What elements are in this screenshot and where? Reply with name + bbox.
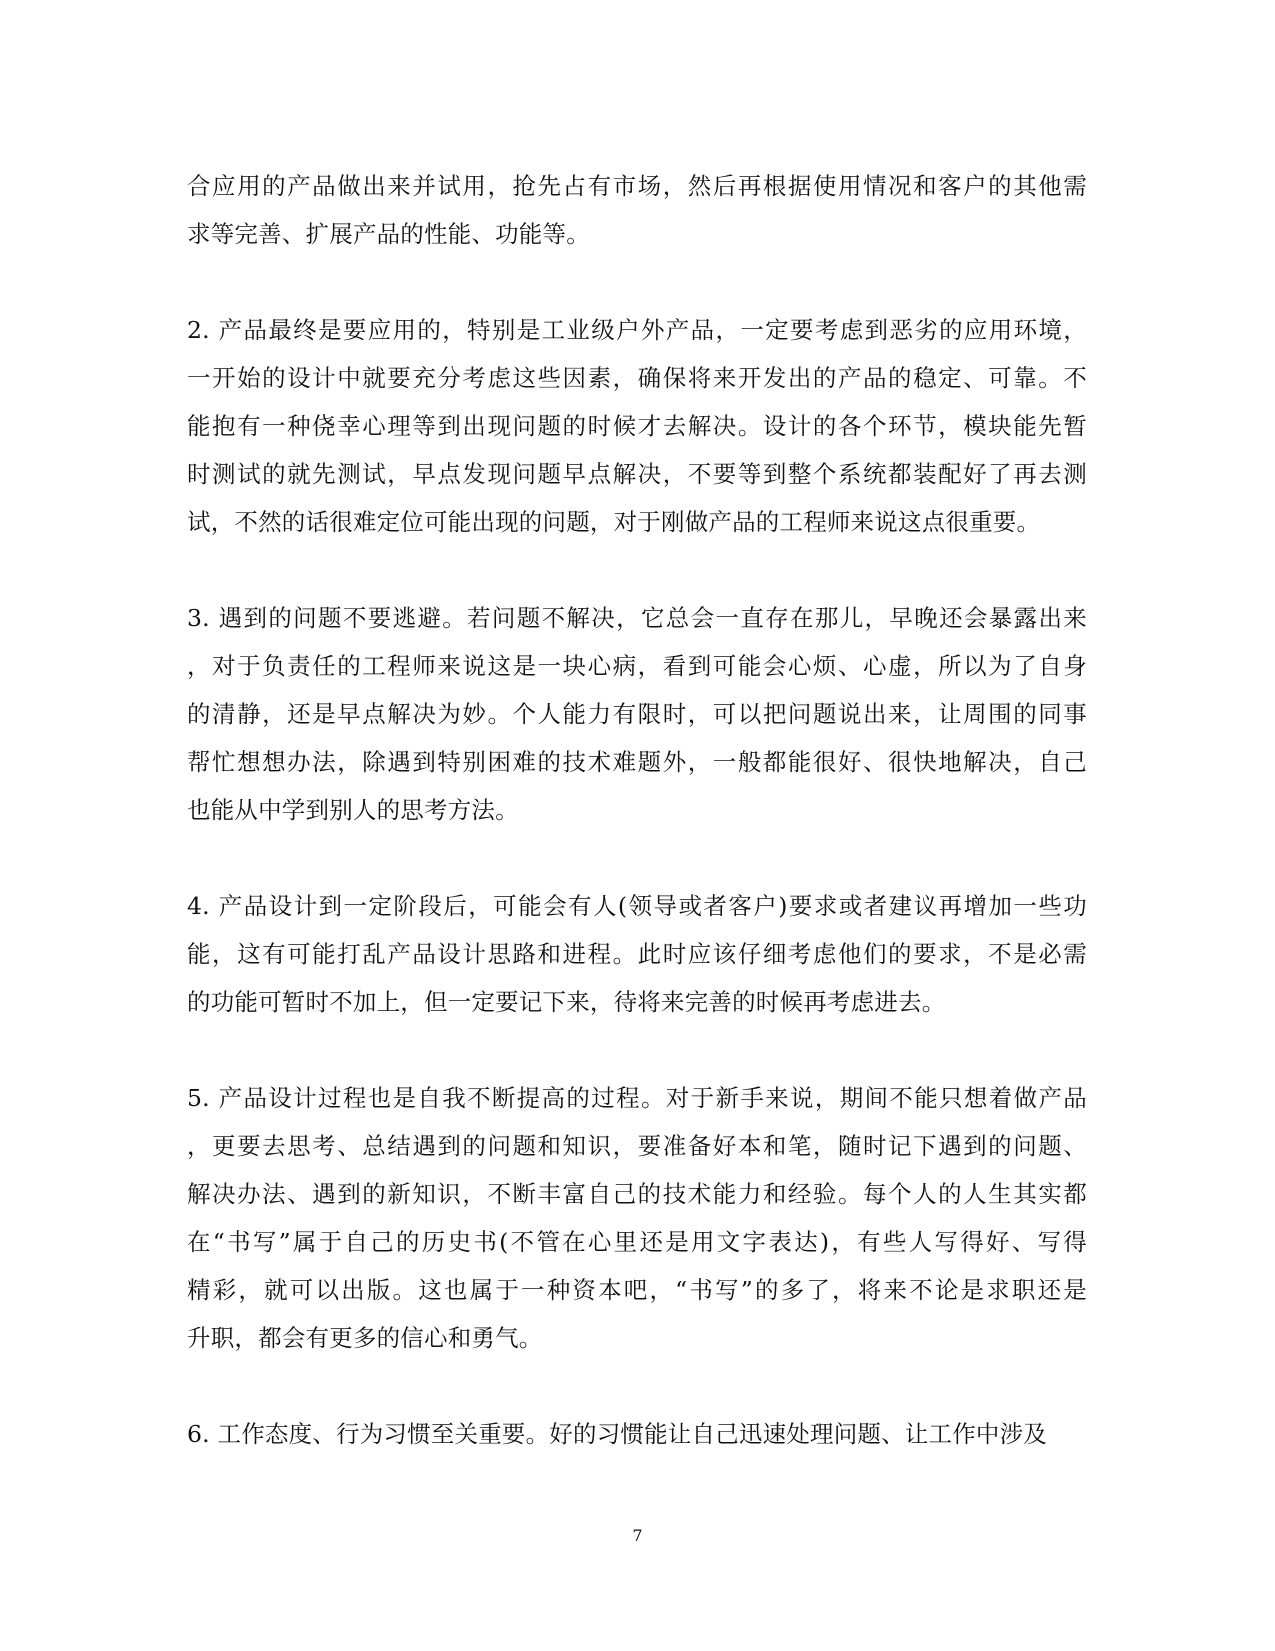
text-line: 一开始的设计中就要充分考虑这些因素，确保将来开发出的产品的稳定、可靠。不 (187, 364, 1087, 392)
text-line: 试，不然的话很难定位可能出现的问题，对于刚做产品的工程师来说这点很重要。 (187, 508, 1041, 536)
text-line: 精彩，就可以出版。这也属于一种资本吧，“书写”的多了，将来不论是求职还是 (187, 1276, 1087, 1304)
text-line: 能抱有一种侥幸心理等到出现问题的时候才去解决。设计的各个环节，模块能先暂 (187, 412, 1087, 440)
paragraph (187, 882, 1087, 1026)
text-line: 解决办法、遇到的新知识，不断丰富自己的技术能力和经验。每个人的人生其实都 (187, 1180, 1087, 1208)
text-line: 的清静，还是早点解决为妙。个人能力有限时，可以把问题说出来，让周围的同事 (187, 700, 1087, 728)
paragraph (187, 162, 1087, 258)
text-line: 2. 产品最终是要应用的，特别是工业级户外产品，一定要考虑到恶劣的应用环境， (187, 316, 1087, 344)
text-line: ，更要去思考、总结遇到的问题和知识，要准备好本和笔，随时记下遇到的问题、 (187, 1132, 1087, 1160)
page-number: 7 (632, 1526, 643, 1545)
paragraph (187, 306, 1087, 546)
text-line: 6. 工作态度、行为习惯至关重要。好的习惯能让自己迅速处理问题、让工作中涉及 (187, 1420, 1047, 1448)
text-line: 3. 遇到的问题不要逃避。若问题不解决，它总会一直存在那儿，早晚还会暴露出来 (187, 604, 1087, 632)
text-line: 在“书写”属于自己的历史书(不管在心里还是用文字表达)，有些人写得好、写得 (187, 1228, 1087, 1256)
text-line: 合应用的产品做出来并试用，抢先占有市场，然后再根据使用情况和客户的其他需 (187, 172, 1087, 200)
text-line: 5. 产品设计过程也是自我不断提高的过程。对于新手来说，期间不能只想着做产品 (187, 1084, 1087, 1112)
text-line: 求等完善、扩展产品的性能、功能等。 (187, 220, 590, 248)
text-line: 的功能可暂时不加上，但一定要记下来，待将来完善的时候再考虑进去。 (187, 988, 946, 1016)
text-line: 4. 产品设计到一定阶段后，可能会有人(领导或者客户)要求或者建议再增加一些功 (187, 892, 1087, 920)
text-line: 帮忙想想办法，除遇到特别困难的技术难题外，一般都能很好、很快地解决，自己 (187, 748, 1087, 776)
text-line: 能，这有可能打乱产品设计思路和进程。此时应该仔细考虑他们的要求，不是必需 (187, 940, 1087, 968)
paragraph (187, 1074, 1087, 1362)
text-line: ，对于负责任的工程师来说这是一块心病，看到可能会心烦、心虚，所以为了自身 (187, 652, 1087, 680)
paragraph (187, 594, 1087, 834)
text-line: 升职，都会有更多的信心和勇气。 (187, 1324, 543, 1352)
text-line: 时测试的就先测试，早点发现问题早点解决，不要等到整个系统都装配好了再去测 (187, 460, 1087, 488)
body-text (187, 162, 1087, 1506)
text-line: 也能从中学到别人的思考方法。 (187, 796, 519, 824)
paragraph (187, 1410, 1087, 1458)
